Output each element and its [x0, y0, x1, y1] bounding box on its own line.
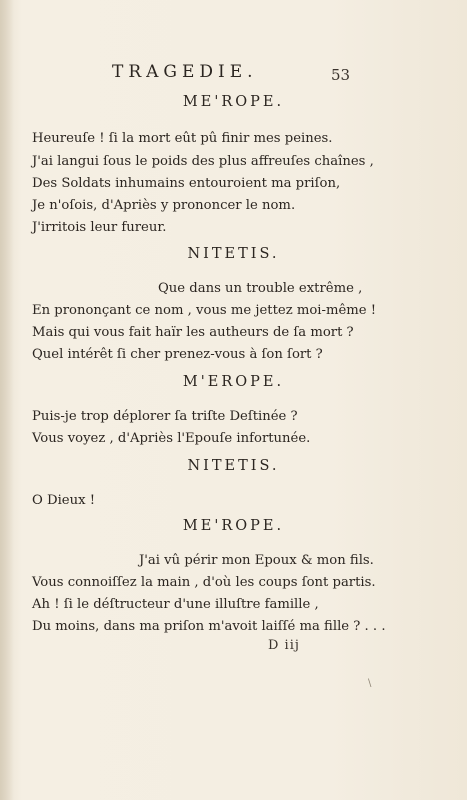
- paper-speck: \: [368, 678, 372, 689]
- speaker-nitetis: NITETIS.: [187, 246, 280, 262]
- verse-line: Quel intérêt ſi cher prenez-vous à ſon ſort ?: [32, 347, 323, 362]
- verse-line: J'ai langui ſous le poids des plus affreuſes chaînes ,: [32, 154, 374, 169]
- speaker-merope: M'EROPE.: [182, 374, 285, 390]
- verse-line: Du moins, dans ma priſon m'avoit laiſſé ma fille ? . . .: [32, 619, 386, 634]
- page-number: 53: [331, 66, 351, 84]
- speaker-merope: ME'ROPE.: [182, 518, 285, 534]
- verse-line: Puis-je trop déplorer ſa triſte Deſtinée ?: [32, 409, 298, 424]
- verse-line: Mais qui vous fait haïr les autheurs de ſa mort ?: [32, 325, 354, 340]
- verse-line: Vous connoiſſez la main , d'où les coups ſont partis.: [32, 575, 376, 590]
- speaker-merope: ME'ROPE.: [182, 94, 285, 110]
- verse-line: Je n'oſois, d'Apriès y prononcer le nom.: [32, 198, 296, 213]
- verse-line: Que dans un trouble extrême ,: [158, 281, 363, 296]
- verse-line: En prononçant ce nom , vous me jettez moi-même !: [32, 303, 377, 318]
- verse-line: Ah ! ſi le déſtructeur d'une illuſtre famille ,: [32, 597, 319, 612]
- gutter-shadow: [0, 0, 14, 800]
- verse-line: Heureuſe ! ſi la mort eût pû finir mes peines.: [32, 131, 333, 146]
- running-head: [0, 62, 467, 86]
- verse-line: Des Soldats inhumains entouroient ma priſon,: [32, 176, 341, 191]
- verse-line: J'ai vû périr mon Epoux & mon fils.: [139, 553, 374, 568]
- verse-line: O Dieux !: [32, 493, 96, 508]
- speaker-nitetis: NITETIS.: [187, 458, 280, 474]
- running-title: TRAGEDIE.: [112, 62, 258, 82]
- verse-line: J'irritois leur fureur.: [32, 220, 167, 235]
- signature-mark: D iij: [268, 638, 300, 653]
- verse-line: Vous voyez , d'Apriès l'Epouſe infortunée.: [32, 431, 311, 446]
